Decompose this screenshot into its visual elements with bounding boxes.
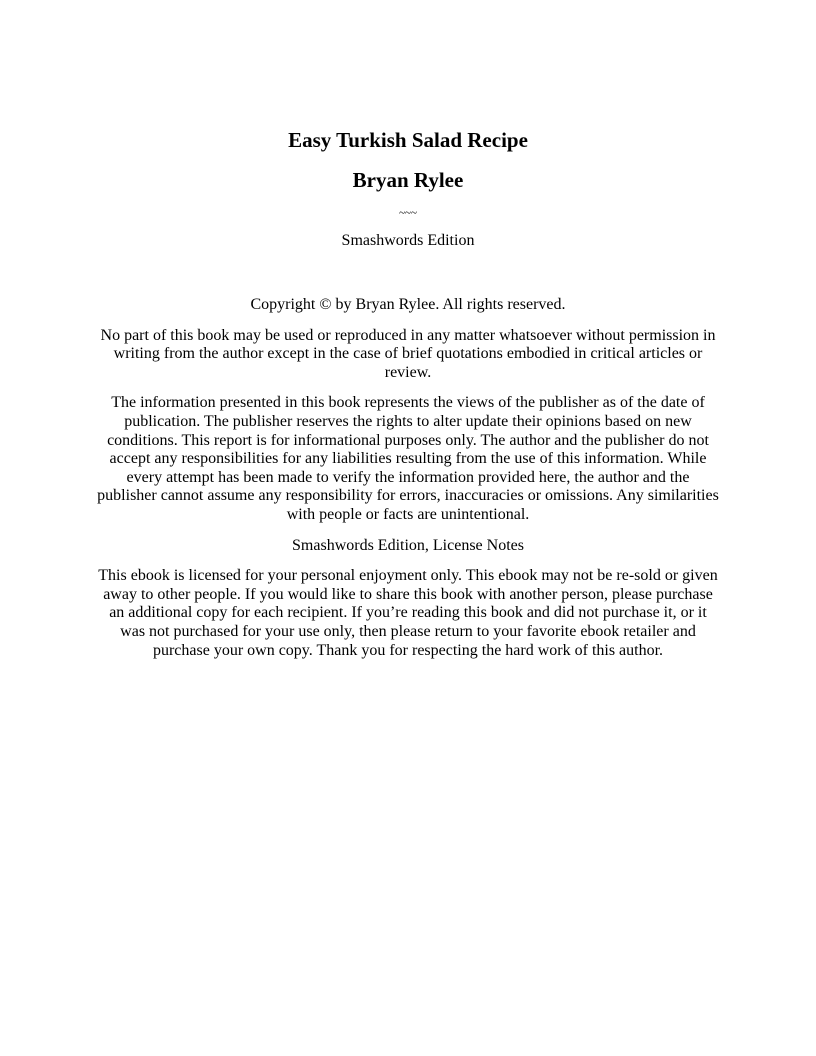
book-title: Easy Turkish Salad Recipe <box>288 128 528 152</box>
book-author: Bryan Rylee <box>352 168 464 192</box>
license-paragraph: This ebook is licensed for your personal enjoyment only. This ebook may not be re-sold or given away to other people. If you would like to share this book with another person, please purchase an additional copy for each recipient. If you’re reading this book and did not purchase it, or it was not purchased for your use only, then please return to your favorite ebook retailer and purchase your own copy. Thank you for respecting the hard work of this author. <box>98 567 718 659</box>
edition-label: Smashwords Edition <box>341 232 475 249</box>
disclaimer-paragraph: The information presented in this book represents the views of the publisher as of the date of publication. The publisher reserves the rights to alter update their opinions based on new conditions. This report is for informational purposes only. The author and the publisher do not accept any responsibilities for any liabilities resulting from the use of this information. While every attempt has been made to verify the information provided here, the author and the publisher cannot assume any responsibility for errors, inaccuracies or omissions. Any similarities with people or facts are unintentional. <box>97 394 719 523</box>
title-separator: ~~~ <box>399 207 417 219</box>
copyright-notice: Copyright © by Bryan Rylee. All rights reserved. <box>250 296 566 313</box>
reproduction-notice: No part of this book may be used or reproduced in any matter whatsoever without permission in writing from the author except in the case of brief quotations embodied in critical articles or review. <box>100 326 716 381</box>
license-heading: Smashwords Edition, License Notes <box>292 536 524 554</box>
